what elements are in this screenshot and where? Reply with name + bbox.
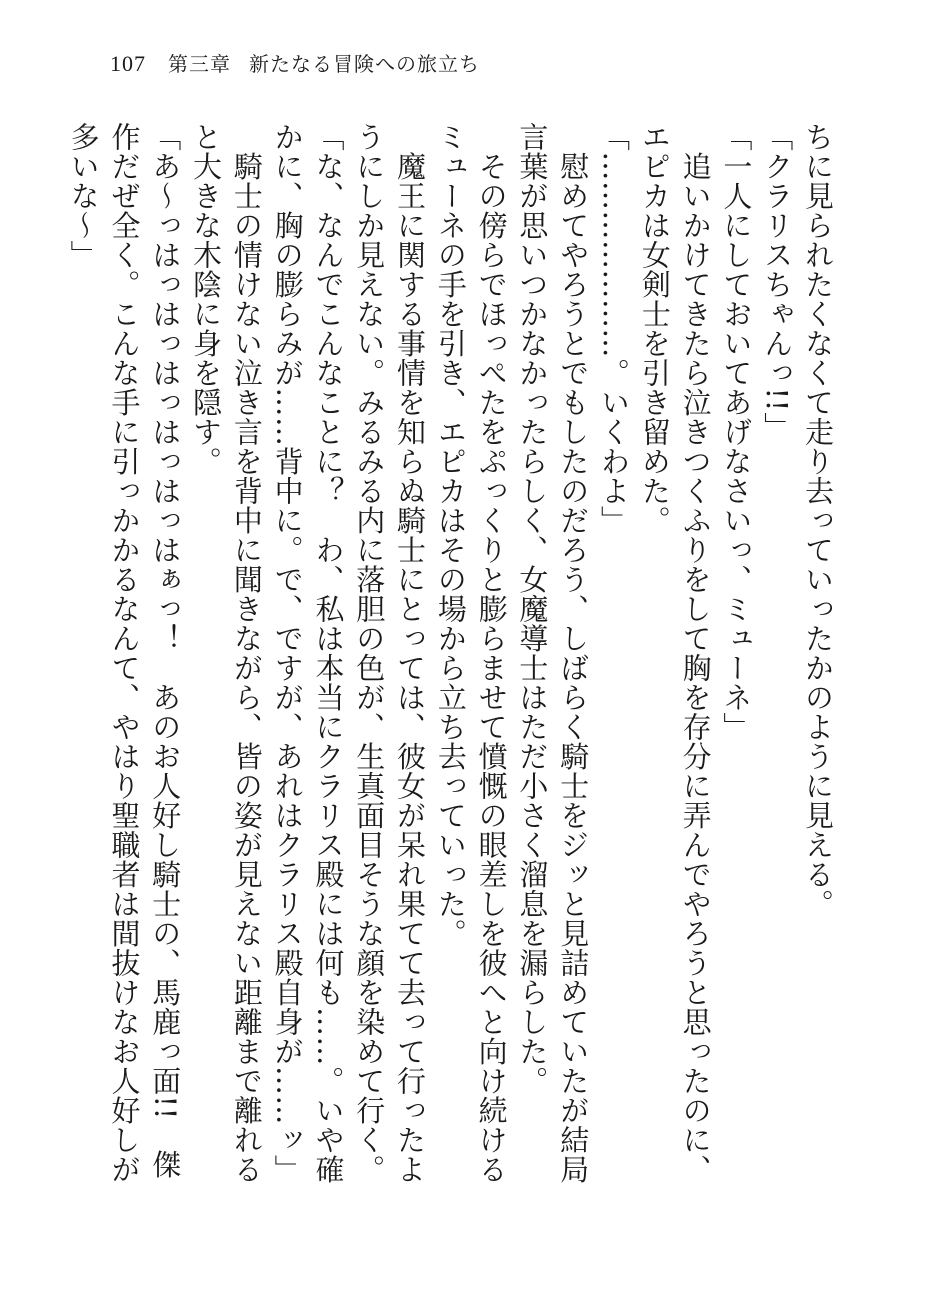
paragraph: 騎士の情けない泣き言を背中に聞きながら、皆の姿が見えない距離まで離れると大きな木陰に身を隠す。: [189, 122, 264, 1184]
paragraph: 追いかけてきたら泣きつくふりをして胸を存分に弄んでやろうと思ったのに、エピカは女剣士を引き留めた。: [637, 122, 713, 1184]
dialogue-line: 「な、なんでこんなことに？ わ、私は本当にクラリス殿には何も……。いや確かに、胸の膨らみが……背中に。で、ですが、あれはクラリス殿自身が……ッ」: [270, 122, 346, 1184]
body-text: [66, 122, 838, 1202]
chapter-title: 新たなる冒険への旅立ち: [249, 52, 480, 76]
paragraph: 慰めてやろうとでもしたのだろう、しばらく騎士をジッと見詰めていたが結局言葉が思いつかなかったらしく、女魔導士はただ小さく溜息を漏らした。: [515, 122, 591, 1184]
paragraph: その傍らでほっぺたをぷっくりと膨らませて憤慨の眼差しを彼へと向け続けるミューネの手を引き、エピカはその場から立ち去っていった。: [433, 122, 509, 1184]
dialogue-line: 「あ〜っはっはっはっはっはっはぁっ！ あのお人好し騎士の、馬鹿っ面!! 傑作だぜ全く。こんな手に引っかかるなんて、やはり聖職者は間抜けなお人好しが多いな〜」: [66, 122, 183, 1184]
dialogue-line: 「クラリスちゃんっ!!」: [760, 122, 795, 442]
dialogue-line: 「一人にしておいてあげなさいっ、ミューネ」: [719, 122, 754, 742]
page-number: 107: [110, 51, 146, 76]
paragraph: 魔王に関する事情を知らぬ騎士にとっては、彼女が呆れ果てて去って行ったようにしか見えない。みるみる内に落胆の色が、生真面目そうな顔を染めて行く。: [352, 122, 428, 1184]
chapter-label: 第三章: [168, 52, 231, 76]
paragraph: ちに見られたくなくて走り去っていったかのように見える。: [801, 122, 835, 919]
page-header: [110, 48, 480, 80]
dialogue-line: 「…………………。いくわよ」: [597, 122, 632, 535]
